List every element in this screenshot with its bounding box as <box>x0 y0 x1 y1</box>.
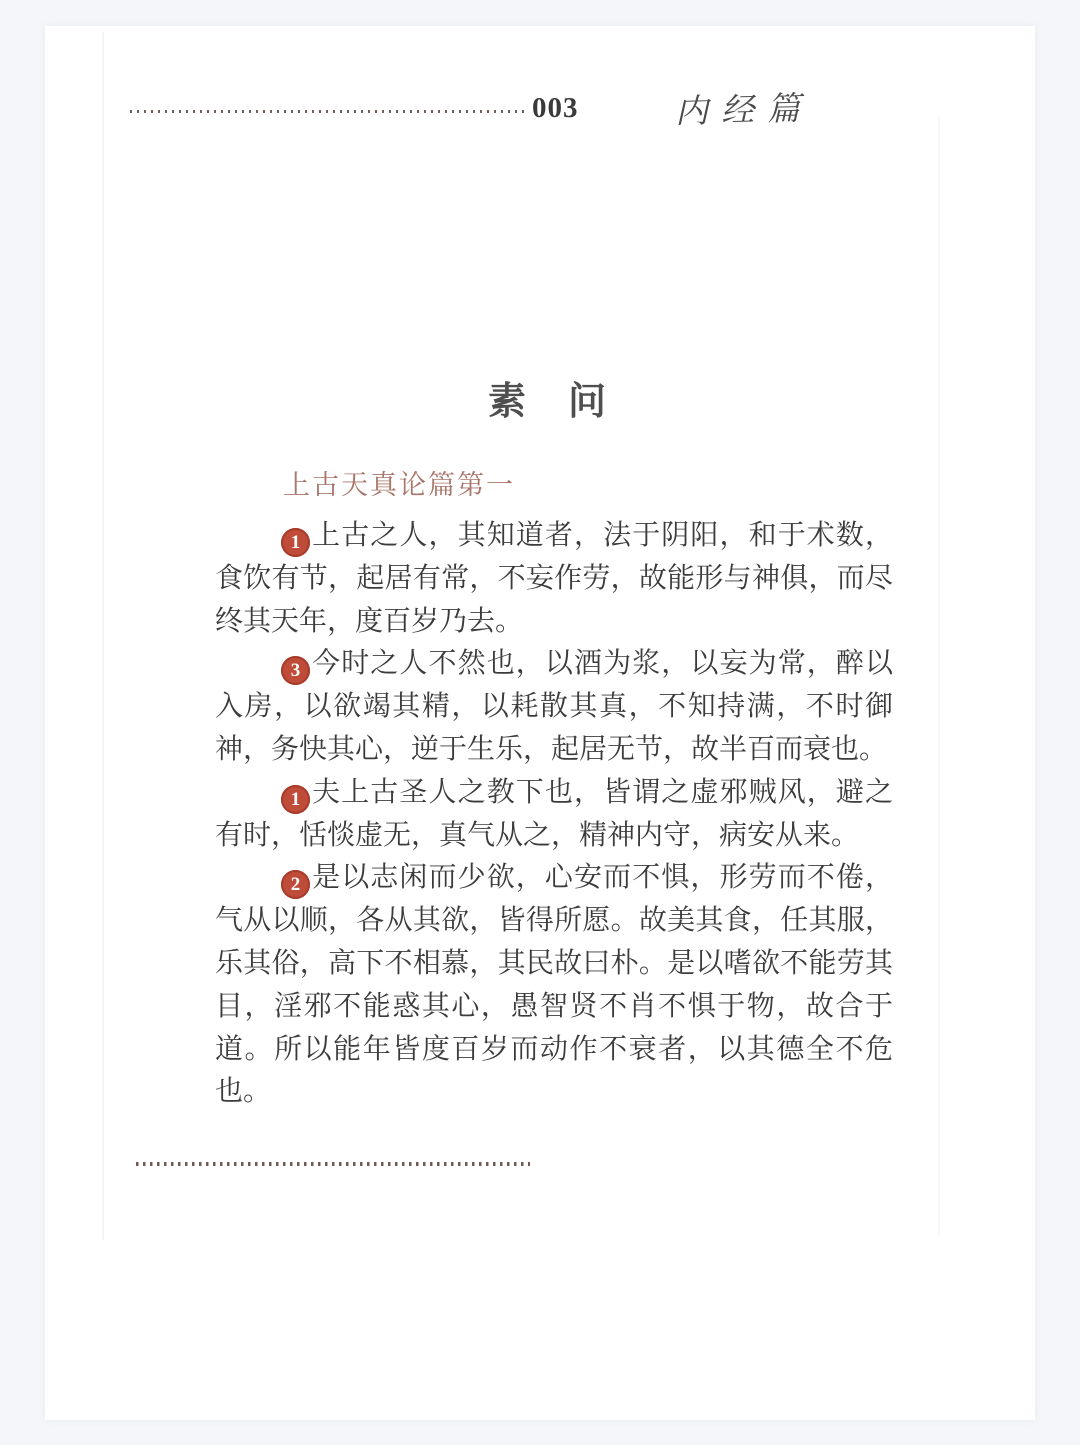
circled-number-icon: 2 <box>281 870 310 899</box>
circled-number-icon: 1 <box>281 785 310 814</box>
paragraph <box>215 772 893 858</box>
paragraph-text: 上古之人，其知道者，法于阴阳，和于术数，食饮有节，起居有常，不妄作劳，故能形与神俱，而尽终其天年，度百岁乃去。 <box>215 520 893 637</box>
paragraph <box>215 857 893 1114</box>
page-number: 003 <box>532 92 579 124</box>
footer-dotted-line <box>136 1162 530 1166</box>
circled-number-icon: 1 <box>281 528 310 557</box>
paragraph <box>215 643 893 771</box>
body-text-block <box>215 515 893 1114</box>
book-page <box>45 26 1035 1420</box>
paragraph <box>215 515 893 643</box>
paragraph-text: 是以志闲而少欲，心安而不惧，形劳而不倦，气从以顺，各从其欲，皆得所愿。故美其食，任其服，乐其俗，高下不相慕，其民故曰朴。是以嗜欲不能劳其目，淫邪不能惑其心，愚智贤不肖不惧于物，故合于道。所以能年皆度百岁而动作不衰者，以其德全不危也。 <box>215 862 893 1108</box>
scan-edge-left <box>102 32 104 1240</box>
scan-edge-right <box>938 116 940 1236</box>
chapter-heading: 上古天真论篇第一 <box>283 470 515 500</box>
section-calligraphy: 内经篇 <box>674 91 814 131</box>
paragraph-text: 今时之人不然也，以酒为浆，以妄为常，醉以入房，以欲竭其精，以耗散其真，不知持满，不时御神，务快其心，逆于生乐，起居无节，故半百而衰也。 <box>215 648 893 765</box>
page-title: 素 问 <box>487 381 608 423</box>
paragraph-text: 夫上古圣人之教下也，皆谓之虚邪贼风，避之有时，恬惔虚无，真气从之，精神内守，病安从来。 <box>215 776 893 851</box>
circled-number-icon: 3 <box>281 656 310 685</box>
header-dotted-line <box>130 110 527 113</box>
